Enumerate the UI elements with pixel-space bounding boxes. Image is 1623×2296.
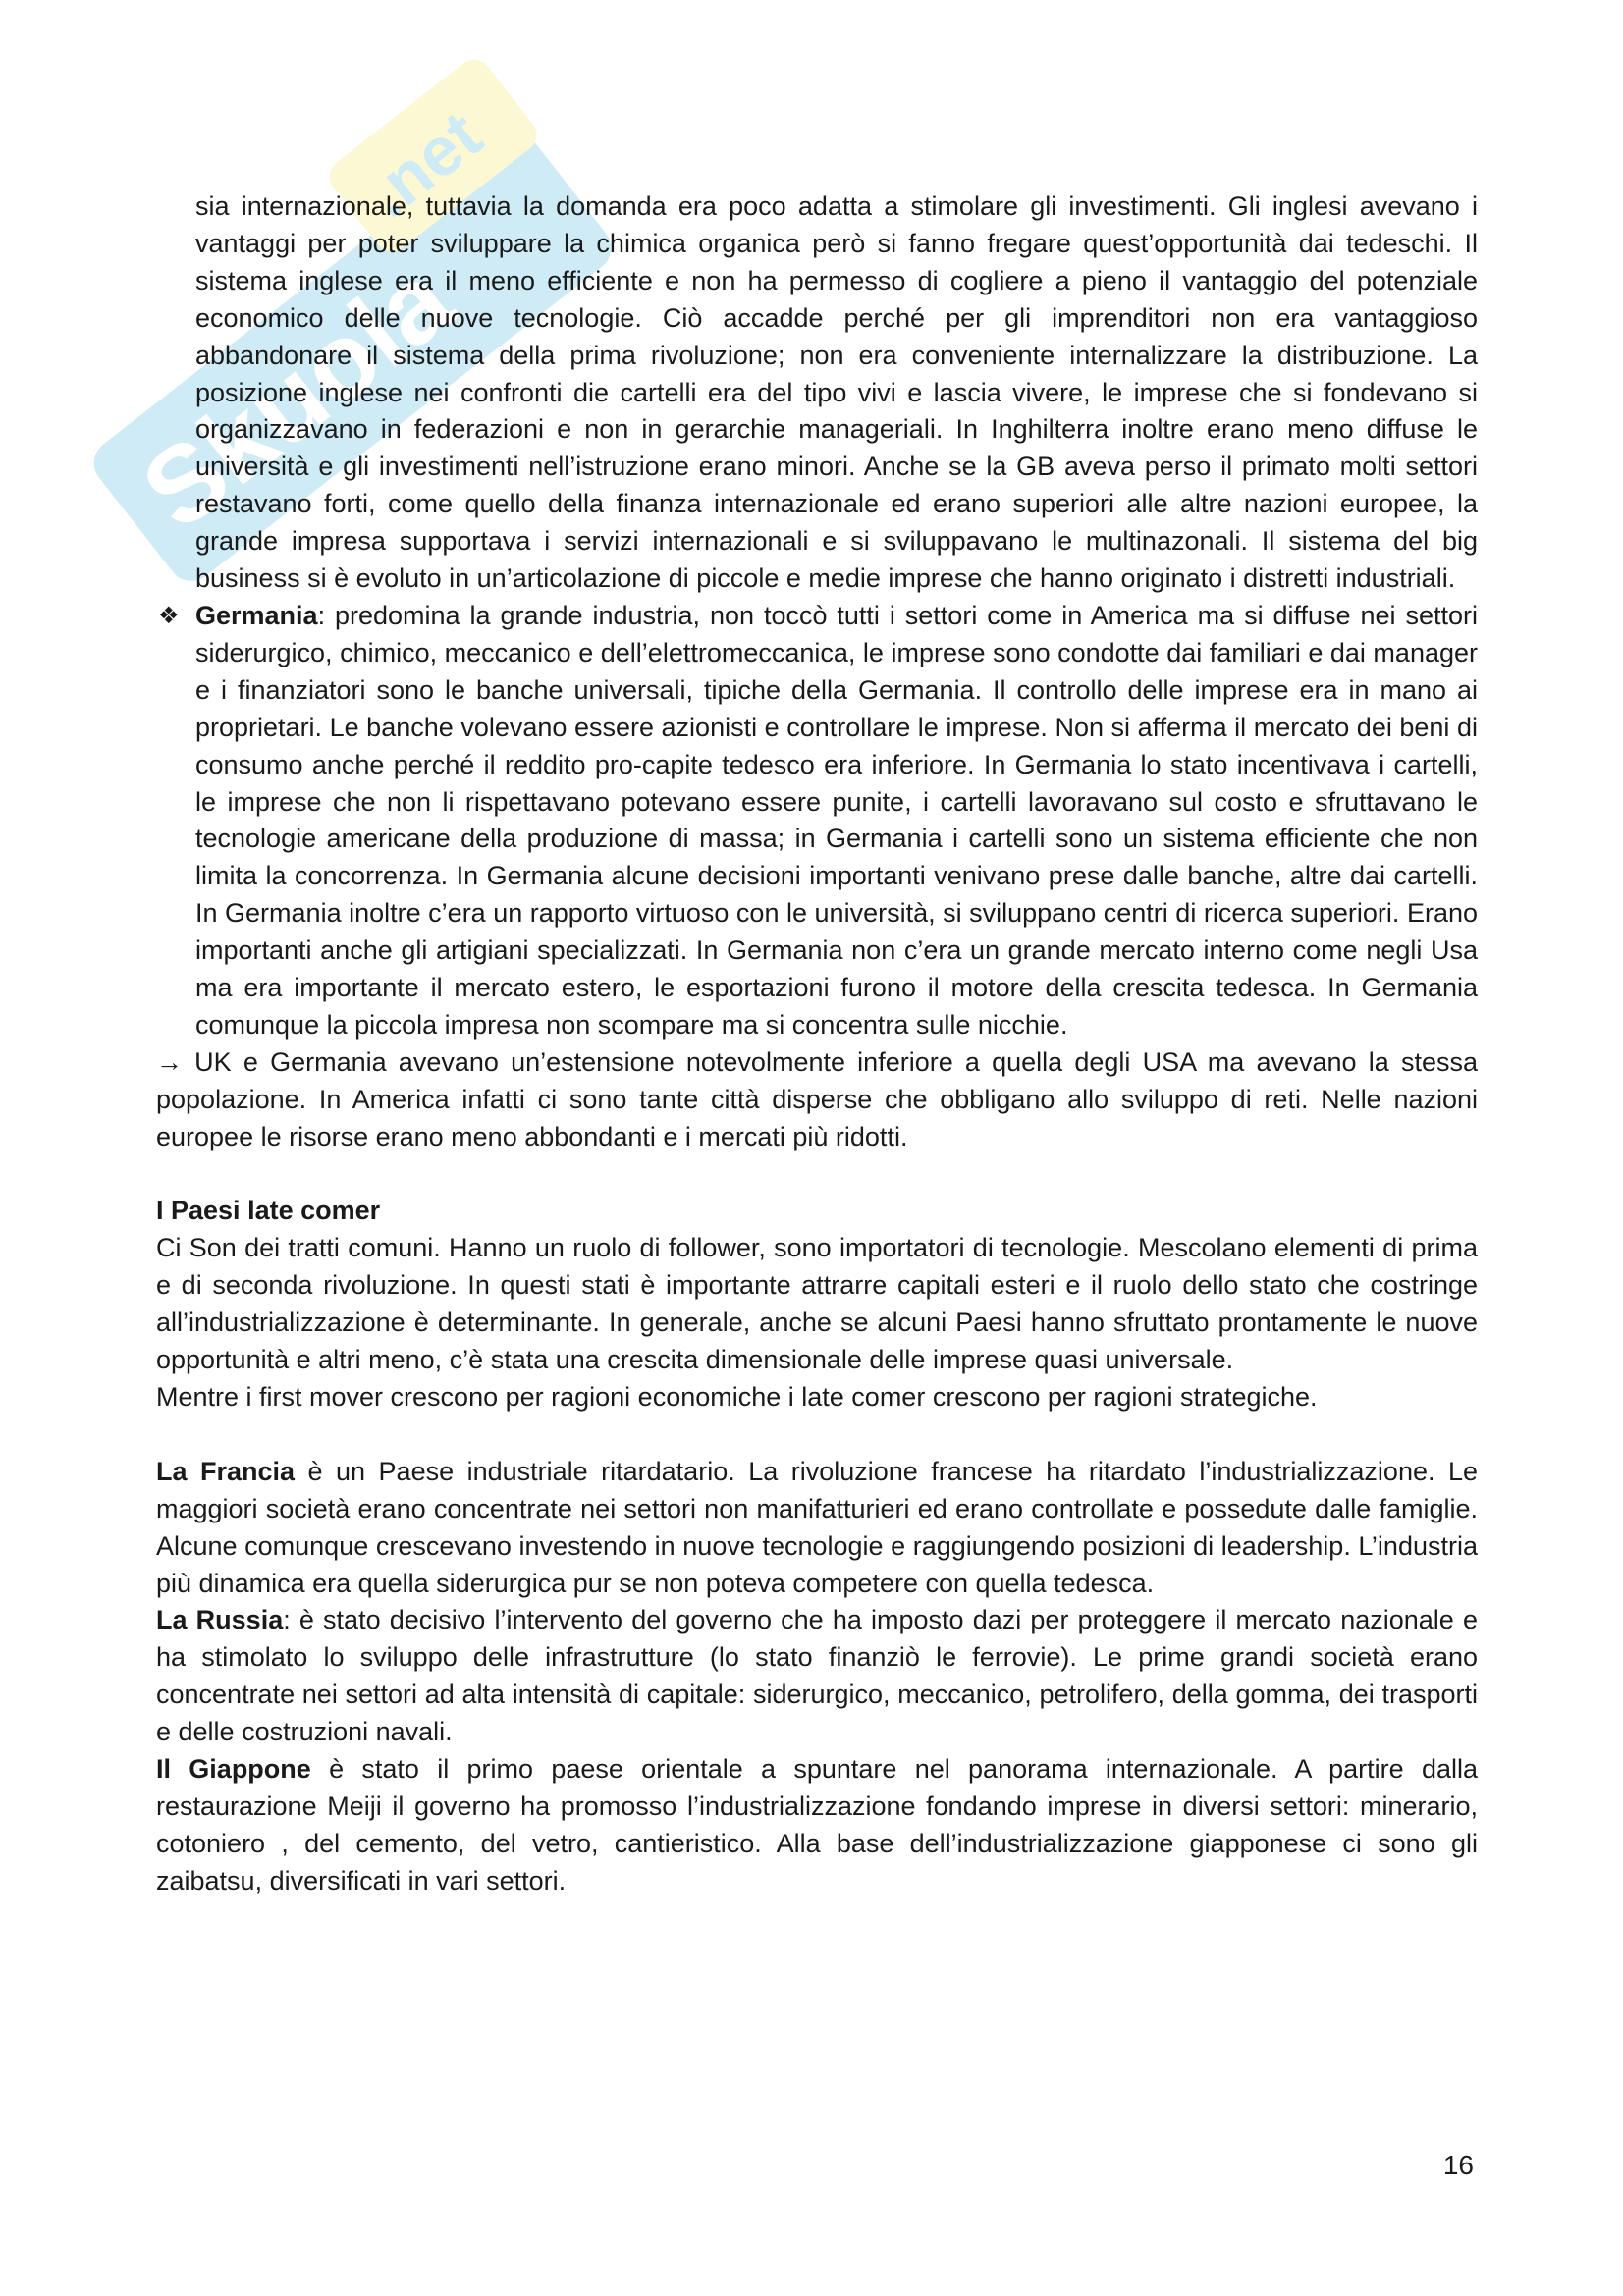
russia-title: La Russia [156,1605,284,1635]
francia-text: è un Paese industriale ritardatario. La rivoluzione francese ha ritardato l’industrializzazione. Le maggiori società erano concentrate nei settori non manifatturieri ed erano controllate e possedute dalle famiglie. Alcune comunque crescevano investendo in nuove tecnologie e raggiungendo posizioni di leadership. L’industria più dinamica era quella siderurgica pur se non poteva competere con quella tedesca. [156,1456,1478,1598]
giappone-title: Il Giappone [156,1754,311,1785]
late-comer-heading-text: I Paesi late comer [156,1196,381,1226]
spacer [156,1416,1478,1454]
watermark-text-main: Skuola [120,239,474,553]
francia-paragraph [156,1454,1478,1603]
late-comer-paragraph-1: Ci Son dei tratti comuni. Hanno un ruolo di follower, sono importatori di tecnologie. Mescolano elementi di prima e di seconda rivoluzione. In questi stati è importante attrarre capitali esteri e il ruolo dello stato che costringe all’industrializzazione è determinante. In generale, anche se alcuni Paesi hanno sfruttato prontamente le nuove opportunità e altri meno, c’è stata una crescita dimensionale delle imprese quasi universale. [156,1233,1478,1375]
francia-title: La Francia [156,1456,296,1486]
document-body [156,188,1478,1900]
germania-text: : predomina la grande industria, non toccò tutti i settori come in America ma si diffuse nei settori siderurgico, chimico, meccanico e dell’elettromeccanica, le imprese sono condotte dai familiari e dai manager e i finanziatori sono le banche universali, tipiche della Germania. Il controllo delle imprese era in mano ai proprietari. Le banche volevano essere azionisti e controllare le imprese. Non si afferma il mercato dei beni di consumo anche perché il reddito pro-capite tedesco era inferiore. In Germania lo stato incentivava i cartelli, le imprese che non li rispettavano potevano essere punite, i cartelli lavoravano sul costo e sfruttavano le tecnologie americane della produzione di massa; in Germania i cartelli sono un sistema efficiente che non limita la concorrenza. In Germania alcune decisioni importanti venivano prese dalle banche, altre dai cartelli. In Germania inoltre c’era un rapporto virtuoso con le università, si sviluppano centri di ricerca superiori. Erano importanti anche gli artigiani specializzati. In Germania non c’era un grande mercato interno come negli Usa ma era importante il mercato estero, le esportazioni furono il motore della crescita tedesca. In Germania comunque la piccola impresa non scompare ma si concentra sulle nicchie. [195,600,1478,1040]
russia-paragraph [156,1602,1478,1751]
watermark-text-suffix: .net [352,96,496,233]
germania-title: Germania [195,600,318,630]
giappone-paragraph [156,1751,1478,1900]
uk-paragraph: sia internazionale, tuttavia la domanda era poco adatta a stimolare gli investimenti. Gli inglesi avevano i vantaggi per poter sviluppare la chimica organica però si fanno fregare quest’opportunità dai tedeschi. Il sistema inglese era il meno efficiente e non ha permesso di cogliere a pieno il vantaggio del potenziale economico delle nuove tecnologie. Ciò accadde perché per gli imprenditori non era vantaggioso abbandonare il sistema della prima rivoluzione; non era conveniente internalizzare la distribuzione. La posizione inglese nei confronti die cartelli era del tipo vivi e lascia vivere, le imprese che si fondevano si organizzavano in federazioni e non in gerarchie manageriali. In Inghilterra inoltre erano meno diffuse le università e gli investimenti nell’istruzione erano minori. Anche se la GB aveva perso il primato molti settori restavano forti, come quello della finanza internazionale ed erano superiori alle altre nazioni europee, la grande impresa supportava i servizi internazionali e si sviluppavano le multinazonali. Il sistema del big business si è evoluto in un’articolazione di piccole e medie imprese che hanno originato i distretti industriali. [195,191,1478,594]
diamond-bullet-icon: ❖ [158,602,180,629]
germania-paragraph [195,598,1478,1044]
giappone-text: è stato il primo paese orientale a spuntare nel panorama internazionale. A partire dalla restaurazione Meiji il governo ha promosso l’industrializzazione fondando imprese in diversi settori: minerario, cotoniero , del cemento, del vetro, cantieristico. Alla base dell’industrializzazione giapponese ci sono gli zaibatsu, diversificati in vari settori. [156,1754,1479,1896]
germania-bullet [156,598,1478,1044]
late-comer-paragraph-2: Mentre i first mover crescono per ragioni economiche i late comer crescono per ragioni strategiche. [156,1381,1318,1412]
late-comer-heading [156,1193,1478,1230]
comparison-paragraph: → UK e Germania avevano un’estensione notevolmente inferiore a quella degli USA ma avevano la stessa popolazione. In America infatti ci sono tante città disperse che obbligano allo sviluppo di reti. Nelle nazioni europee le risorse erano meno abbondanti e i mercati più ridotti. [156,1046,1478,1151]
page-number: 16 [1442,2150,1474,2180]
spacer [156,1156,1478,1194]
russia-text: : è stato decisivo l’intervento del governo che ha imposto dazi per proteggere il mercato nazionale e ha stimolato lo sviluppo delle infrastrutture (lo stato finanziò le ferrovie). Le prime grandi società erano concentrate nei settori ad alta intensità di capitale: siderurgico, meccanico, petrolifero, della gomma, dei trasporti e delle costruzioni navali. [156,1605,1478,1747]
